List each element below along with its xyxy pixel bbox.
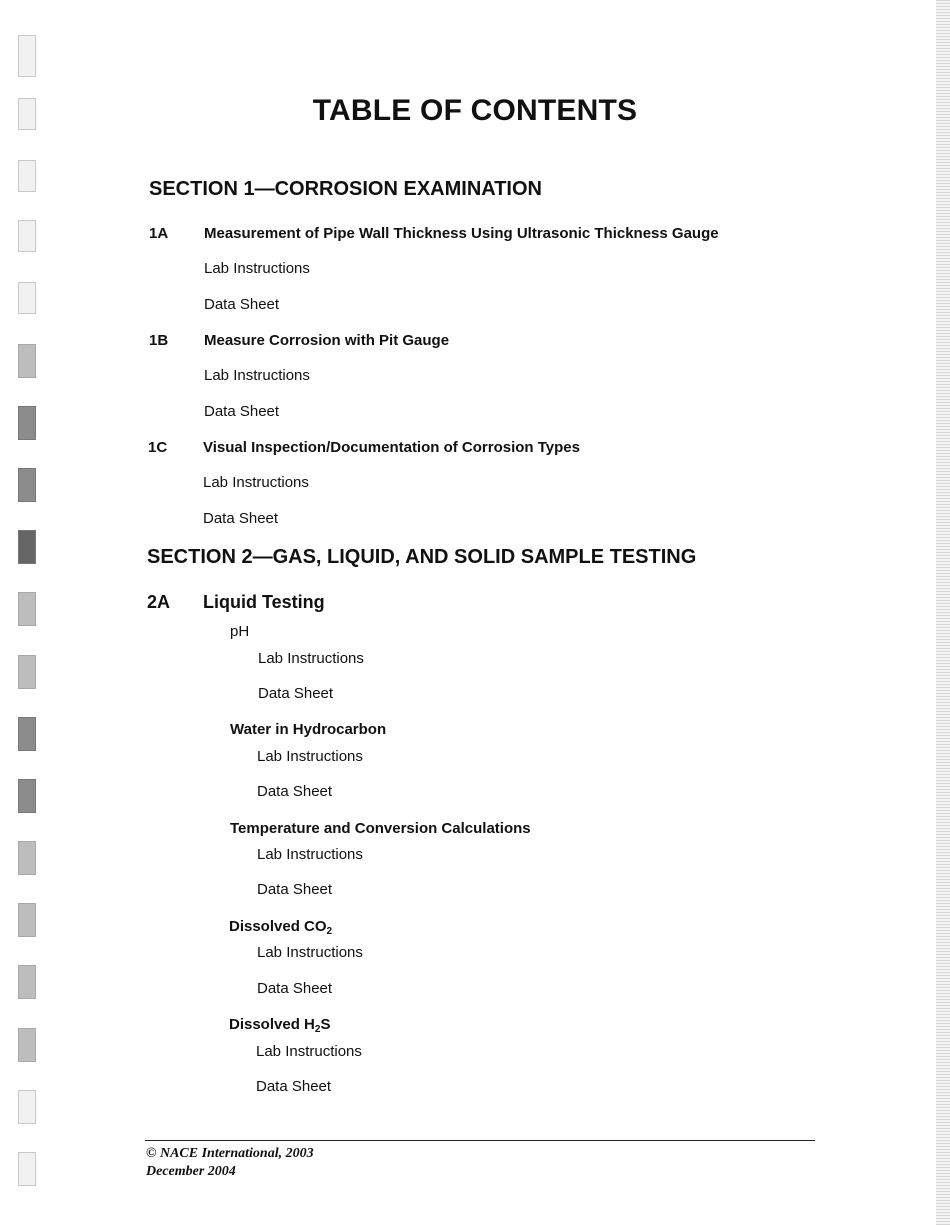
scan-mark (18, 220, 36, 252)
scan-mark (18, 1090, 36, 1124)
toc-entry: Lab Instructions (257, 846, 363, 863)
item-title: Liquid Testing (203, 592, 325, 612)
item-code: 2A (147, 592, 171, 612)
item-title: Measure Corrosion with Pit Gauge (204, 332, 450, 349)
footer-date: December 2004 (146, 1164, 236, 1179)
item-code: 1B (149, 332, 169, 349)
scan-mark (18, 841, 36, 875)
page-title: TABLE OF CONTENTS (312, 94, 638, 127)
group-title: Temperature and Conversion Calculations (230, 820, 531, 837)
toc-entry: Data Sheet (257, 783, 333, 800)
group-title: Water in Hydrocarbon (230, 721, 387, 738)
scan-margin-right (936, 0, 950, 1225)
group-title-text: Dissolved H (229, 1016, 315, 1033)
scan-mark (18, 406, 36, 440)
scan-mark (18, 468, 36, 502)
section-heading: SECTION 1—CORROSION EXAMINATION (149, 178, 542, 200)
scan-mark (18, 35, 36, 77)
group-title-subscript: 2 (326, 926, 333, 937)
toc-entry: Data Sheet (257, 980, 333, 997)
item-title: Visual Inspection/Documentation of Corrosion Types (203, 439, 580, 456)
group-title (229, 918, 332, 935)
toc-entry: Lab Instructions (204, 260, 310, 277)
item-code: 1C (148, 439, 168, 456)
toc-entry: Lab Instructions (203, 474, 309, 491)
scan-mark (18, 592, 36, 626)
toc-entry: Data Sheet (203, 510, 279, 527)
group-title-tail: S (320, 1016, 331, 1033)
item-code: 1A (149, 225, 169, 242)
scan-mark (18, 530, 36, 564)
scan-mark (18, 1152, 36, 1186)
toc-entry: Lab Instructions (204, 367, 310, 384)
scan-mark (18, 282, 36, 314)
scan-mark (18, 160, 36, 192)
scan-mark (18, 655, 36, 689)
toc-entry: Lab Instructions (257, 944, 363, 961)
scan-mark (18, 779, 36, 813)
toc-entry: Data Sheet (204, 403, 280, 420)
scan-mark (18, 965, 36, 999)
group-title-subscript: 2 (314, 1024, 321, 1035)
scan-mark (18, 717, 36, 751)
section-heading: SECTION 2—GAS, LIQUID, AND SOLID SAMPLE TESTING (147, 546, 697, 568)
scan-mark (18, 1028, 36, 1062)
toc-entry: Data Sheet (256, 1078, 332, 1095)
scan-mark (18, 903, 36, 937)
group-title: pH (230, 623, 250, 640)
group-title-text: Dissolved CO (229, 918, 327, 935)
toc-entry: Lab Instructions (258, 650, 364, 667)
item-title: Measurement of Pipe Wall Thickness Using Ultrasonic Thickness Gauge (204, 225, 719, 242)
toc-entry: Data Sheet (258, 685, 334, 702)
toc-entry: Lab Instructions (257, 748, 363, 765)
toc-entry: Lab Instructions (256, 1043, 362, 1060)
footer-rule (145, 1140, 815, 1141)
toc-entry: Data Sheet (204, 296, 280, 313)
group-title (229, 1016, 330, 1033)
toc-entry: Data Sheet (257, 881, 333, 898)
scan-mark (18, 344, 36, 378)
footer-copyright: © NACE International, 2003 (146, 1146, 314, 1161)
